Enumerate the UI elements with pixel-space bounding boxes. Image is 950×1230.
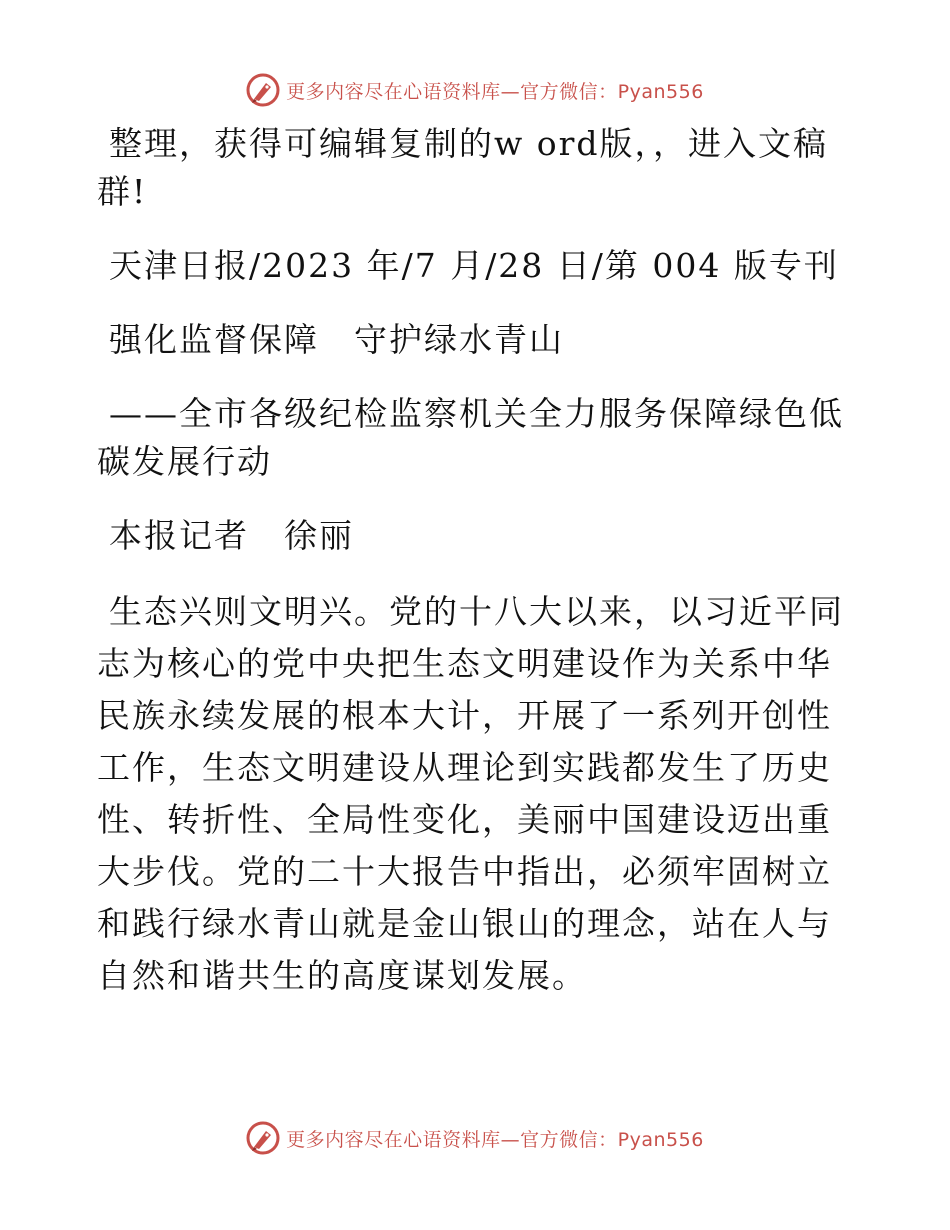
document-body [97, 120, 857, 1002]
watermark-label: 更多内容尽在心语资料库—官方微信： [286, 80, 618, 103]
watermark-wechat-id: Pyan556 [617, 80, 704, 103]
byline: 本报记者 徐丽 [109, 516, 354, 555]
watermark-label: 更多内容尽在心语资料库—官方微信： [286, 1128, 618, 1151]
subheadline: ——全市各级纪检监察机关全力服务保障绿色低碳发展行动 [97, 394, 844, 481]
headline: 强化监督保障 守护绿水青山 [109, 320, 564, 359]
footer-watermark [0, 1118, 950, 1158]
watermark-text [286, 1125, 704, 1152]
intro-line: 整理，获得可编辑复制的w ord版，，进入文稿群! [97, 124, 829, 211]
pen-nib-logo-icon [246, 73, 280, 107]
header-watermark [0, 70, 950, 110]
watermark-wechat-id: Pyan556 [617, 1128, 704, 1151]
pen-nib-logo-icon [246, 1121, 280, 1155]
watermark-text [286, 77, 704, 104]
source-line: 天津日报/2023 年/7 月/28 日/第 004 版专刊 [109, 246, 839, 285]
body-paragraph: 生态兴则文明兴。党的十八大以来，以习近平同志为核心的党中央把生态文明建设作为关系中华民族永续发展的根本大计，开展了一系列开创性工作，生态文明建设从理论到实践都发生了历史性、转折性、全局性变化，美丽中国建设迈出重大步伐。党的二十大报告中指出，必须牢固树立和践行绿水青山就是金山银山的理念，站在人与自然和谐共生的高度谋划发展。 [97, 592, 844, 995]
